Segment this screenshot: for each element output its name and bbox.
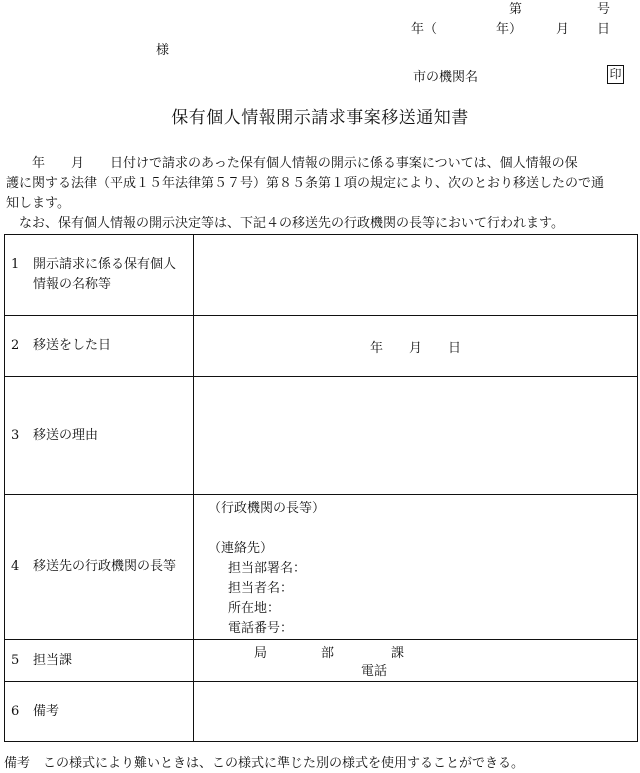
body-line-1: 年 月 日付けで請求のあった保有個人情報の開示に係る事案については、個人情報の保: [6, 156, 578, 171]
table-row: [5, 682, 638, 742]
transfer-date: 年 月 日: [369, 340, 461, 356]
body-paragraph-1: [6, 154, 636, 214]
agency-label: （行政機関の長等）: [208, 501, 326, 516]
addressee-suffix: 様: [156, 43, 170, 58]
bureau-label: 局: [254, 646, 268, 661]
body-line-2: 護に関する法律（平成１５年法律第５７号）第８５条第１項の規定により、次のとおり移送したので通: [6, 176, 605, 191]
row6-value[interactable]: [194, 682, 638, 742]
person-label: 担当者名：: [228, 581, 294, 596]
section-label: 課: [391, 646, 405, 661]
sender-label: 市の機関名: [413, 70, 479, 85]
row2-label: 2 移送をした日: [5, 316, 194, 377]
row6-label: 6 備考: [5, 682, 194, 742]
seal-mark: 印: [607, 65, 624, 84]
date-month: 月: [556, 22, 570, 37]
row4-label: 4 移送先の行政機関の長等: [5, 495, 194, 640]
table-row: [5, 640, 638, 682]
table-row: [5, 495, 638, 640]
address-label: 所在地：: [228, 601, 281, 616]
row1-label: 1 開示請求に係る保有個人 情報の名称等: [5, 235, 194, 316]
footer-note: 備考 この様式により難いときは、この様式に準じた別の様式を使用することができる。: [4, 756, 525, 771]
row5-value[interactable]: [194, 640, 638, 682]
row2-value[interactable]: [194, 316, 638, 377]
table-row: [5, 377, 638, 495]
row4-value[interactable]: [194, 495, 638, 640]
transfer-table: [4, 234, 638, 742]
document-title: 保有個人情報開示請求事案移送通知書: [171, 108, 469, 128]
row1-value[interactable]: [194, 235, 638, 316]
row3-value[interactable]: [194, 377, 638, 495]
body-paragraph-2: なお、保有個人情報の開示決定等は、下記４の移送先の行政機関の長等において行われます。: [6, 216, 564, 231]
contact-label: （連絡先）: [208, 541, 274, 556]
phone-label: 電話番号：: [228, 621, 294, 636]
department-label: 部: [321, 646, 335, 661]
number-label-go: 号: [597, 2, 611, 17]
row5-label: 5 担当課: [5, 640, 194, 682]
section-phone-label: 電話: [361, 664, 388, 679]
date-year: 年（: [411, 22, 438, 37]
table-row: [5, 316, 638, 377]
number-label-dai: 第: [509, 2, 523, 17]
body-line-3: 知します。: [6, 196, 70, 211]
date-day: 日: [597, 22, 611, 37]
contact-block: [194, 495, 637, 639]
row3-label: 3 移送の理由: [5, 377, 194, 495]
date-era-year: 年）: [496, 22, 523, 37]
dept-label: 担当部署名：: [228, 561, 307, 576]
table-row: [5, 235, 638, 316]
